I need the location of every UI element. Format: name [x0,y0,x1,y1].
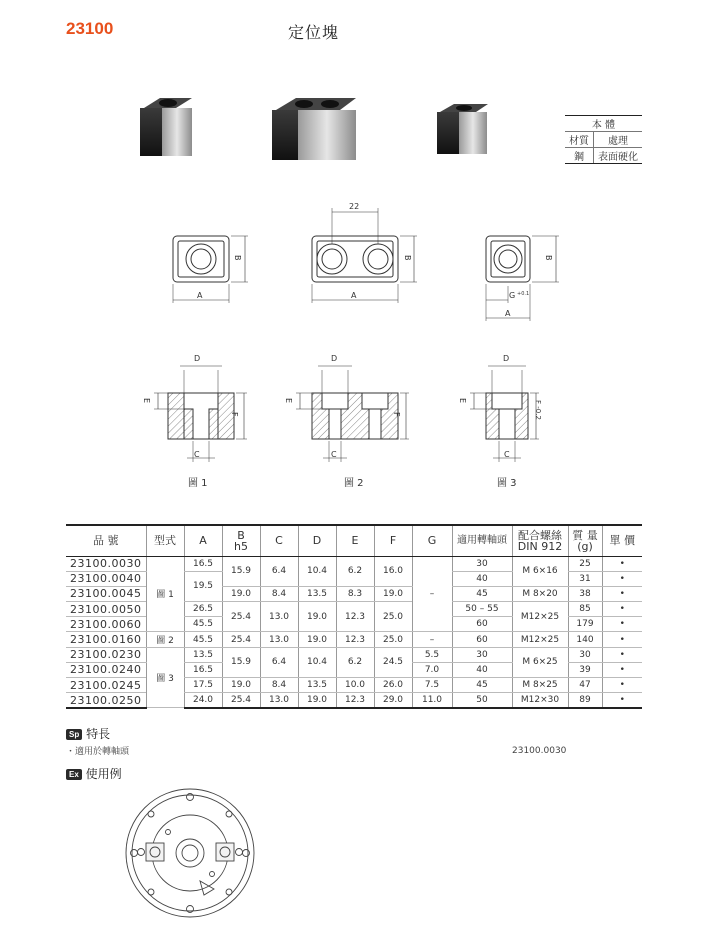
dim-pitch: 22 [349,202,360,211]
material-col: 材質 [565,132,594,148]
cell-a: 45.5 [184,617,222,632]
cell-head: 50 [452,693,512,708]
cell-price: • [602,602,642,617]
cell-g: – [412,632,452,647]
cell-c: 6.4 [260,647,298,677]
cell-d: 13.5 [298,586,336,601]
col-e: E [336,525,374,556]
cell-mass: 85 [568,602,602,617]
cell-g: 7.0 [412,662,452,677]
cell-c: 13.0 [260,693,298,708]
col-price: 單 價 [602,525,642,556]
cell-b: 25.4 [222,693,260,708]
cell-a: 19.5 [184,571,222,601]
cell-b: 25.4 [222,632,260,647]
col-part: 品 號 [66,525,146,556]
cell-b: 19.0 [222,678,260,693]
features-item: ・適用於轉軸頭 [66,747,130,757]
cell-type: 圖 2 [146,632,184,647]
cell-part: 23100.0040 [66,571,146,586]
example-heading: Ex 使用例 [66,765,122,782]
cell-part: 23100.0240 [66,662,146,677]
cell-e: 10.0 [336,678,374,693]
cell-price: • [602,632,642,647]
cell-a: 16.5 [184,662,222,677]
cell-e: 12.3 [336,632,374,647]
cell-mass: 38 [568,586,602,601]
dim-g: G [509,291,516,300]
table-row [66,632,642,647]
col-screw: 配合螺絲 DIN 912 [512,525,568,556]
dim-a-2: A [351,291,357,300]
material-val: 鋼 [565,148,594,164]
col-mass: 質 量 (g) [568,525,602,556]
cell-e: 6.2 [336,647,374,677]
cell-c: 13.0 [260,602,298,632]
cell-price: • [602,647,642,662]
cell-part: 23100.0160 [66,632,146,647]
cell-mass: 89 [568,693,602,708]
example-part-number: 23100.0030 [512,746,567,756]
cell-g: 11.0 [412,693,452,708]
dim-e-1: E [142,398,151,404]
col-c: C [260,525,298,556]
top-view-3 [486,236,559,321]
col-type: 型式 [146,525,184,556]
cell-screw: M12×25 [512,632,568,647]
cell-d: 10.4 [298,647,336,677]
cell-head: 30 [452,647,512,662]
table-row [66,556,642,571]
cell-b: 15.9 [222,647,260,677]
cell-part: 23100.0050 [66,602,146,617]
features-heading: Sp 特長 [66,725,110,742]
dim-c-2: C [331,450,337,459]
cell-a: 24.0 [184,693,222,708]
col-g: G [412,525,452,556]
dim-a-3: A [505,309,511,318]
cell-mass: 179 [568,617,602,632]
cell-mass: 31 [568,571,602,586]
dim-e-2: E [284,398,293,404]
cell-f: 24.5 [374,647,412,677]
dim-c-1: C [194,450,200,459]
cell-screw: M 8×20 [512,586,568,601]
col-b: B h5 [222,525,260,556]
cell-c: 13.0 [260,632,298,647]
cell-c: 8.4 [260,678,298,693]
cell-b: 15.9 [222,556,260,586]
dim-e-3: E [458,398,467,404]
dim-d-2: D [331,354,338,363]
cell-screw: M12×25 [512,602,568,632]
cell-f: 29.0 [374,693,412,708]
treatment-val: 表面硬化 [594,148,643,164]
cell-g: – [412,556,452,632]
col-f: F [374,525,412,556]
cell-price: • [602,571,642,586]
cell-head: 50 – 55 [452,602,512,617]
dim-g-tol: +0.1 [517,291,530,297]
dim-b-1: B [233,255,242,261]
cell-e: 12.3 [336,602,374,632]
cell-type: 圖 3 [146,647,184,708]
cell-screw: M 6×25 [512,647,568,677]
cell-price: • [602,693,642,708]
cell-f: 25.0 [374,602,412,632]
page-title: 定位塊 [288,23,340,42]
dim-a-1: A [197,291,203,300]
product-code: 23100 [66,19,114,38]
cell-f: 19.0 [374,586,412,601]
cell-screw: M12×30 [512,693,568,708]
cell-price: • [602,678,642,693]
dim-b-2: B [403,255,412,261]
cell-price: • [602,662,642,677]
cell-e: 12.3 [336,693,374,708]
col-head: 適用轉軸頭 [452,525,512,556]
table-header-row [66,525,642,556]
dim-f-tol-3: F -0.2 [534,400,542,420]
top-view-1 [173,236,248,303]
cell-part: 23100.0245 [66,678,146,693]
cell-d: 19.0 [298,602,336,632]
cell-mass: 39 [568,662,602,677]
cell-c: 6.4 [260,556,298,586]
dim-d-3: D [503,354,510,363]
cell-b: 19.0 [222,586,260,601]
table-row [66,647,642,662]
figure-label-3: 圖 3 [497,478,517,489]
dim-c-3: C [504,450,510,459]
usage-example-drawing [120,785,270,925]
cell-g: 5.5 [412,647,452,662]
cell-price: • [602,586,642,601]
cell-mass: 30 [568,647,602,662]
cell-head: 60 [452,632,512,647]
cell-screw: M 8×25 [512,678,568,693]
cell-head: 40 [452,571,512,586]
cell-part: 23100.0060 [66,617,146,632]
cell-f: 16.0 [374,556,412,586]
cell-f: 25.0 [374,632,412,647]
dim-f-1: F [230,412,239,417]
cell-mass: 140 [568,632,602,647]
dim-b-3: B [544,255,553,261]
cell-part: 23100.0250 [66,693,146,708]
cell-part: 23100.0230 [66,647,146,662]
cell-c: 8.4 [260,586,298,601]
ex-badge: Ex [66,769,82,780]
cell-head: 45 [452,586,512,601]
cell-a: 16.5 [184,556,222,571]
section-view-3 [470,366,539,462]
cell-part: 23100.0030 [66,556,146,571]
cell-price: • [602,617,642,632]
cell-part: 23100.0045 [66,586,146,601]
cell-head: 60 [452,617,512,632]
cell-mass: 25 [568,556,602,571]
col-d: D [298,525,336,556]
spec-table [66,524,642,709]
cell-a: 45.5 [184,632,222,647]
cell-a: 17.5 [184,678,222,693]
cell-a: 26.5 [184,602,222,617]
cell-d: 19.0 [298,632,336,647]
dim-d-1: D [194,354,201,363]
cell-head: 30 [452,556,512,571]
cell-d: 19.0 [298,693,336,708]
cell-d: 10.4 [298,556,336,586]
cell-b: 25.4 [222,602,260,632]
cell-a: 13.5 [184,647,222,662]
figure-label-2: 圖 2 [344,478,364,489]
cell-screw: M 6×16 [512,556,568,586]
dim-f-2: F [392,412,401,417]
cell-head: 40 [452,662,512,677]
top-view-2 [312,208,417,303]
cell-d: 13.5 [298,678,336,693]
cell-mass: 47 [568,678,602,693]
cell-type: 圖 1 [146,556,184,632]
sp-badge: Sp [66,729,82,740]
figure-label-1: 圖 1 [188,478,208,489]
cell-f: 26.0 [374,678,412,693]
cell-head: 45 [452,678,512,693]
material-head: 本 體 [565,116,642,132]
treatment-col: 處理 [594,132,643,148]
cell-e: 6.2 [336,556,374,586]
col-a: A [184,525,222,556]
cell-e: 8.3 [336,586,374,601]
cell-price: • [602,556,642,571]
cell-g: 7.5 [412,678,452,693]
